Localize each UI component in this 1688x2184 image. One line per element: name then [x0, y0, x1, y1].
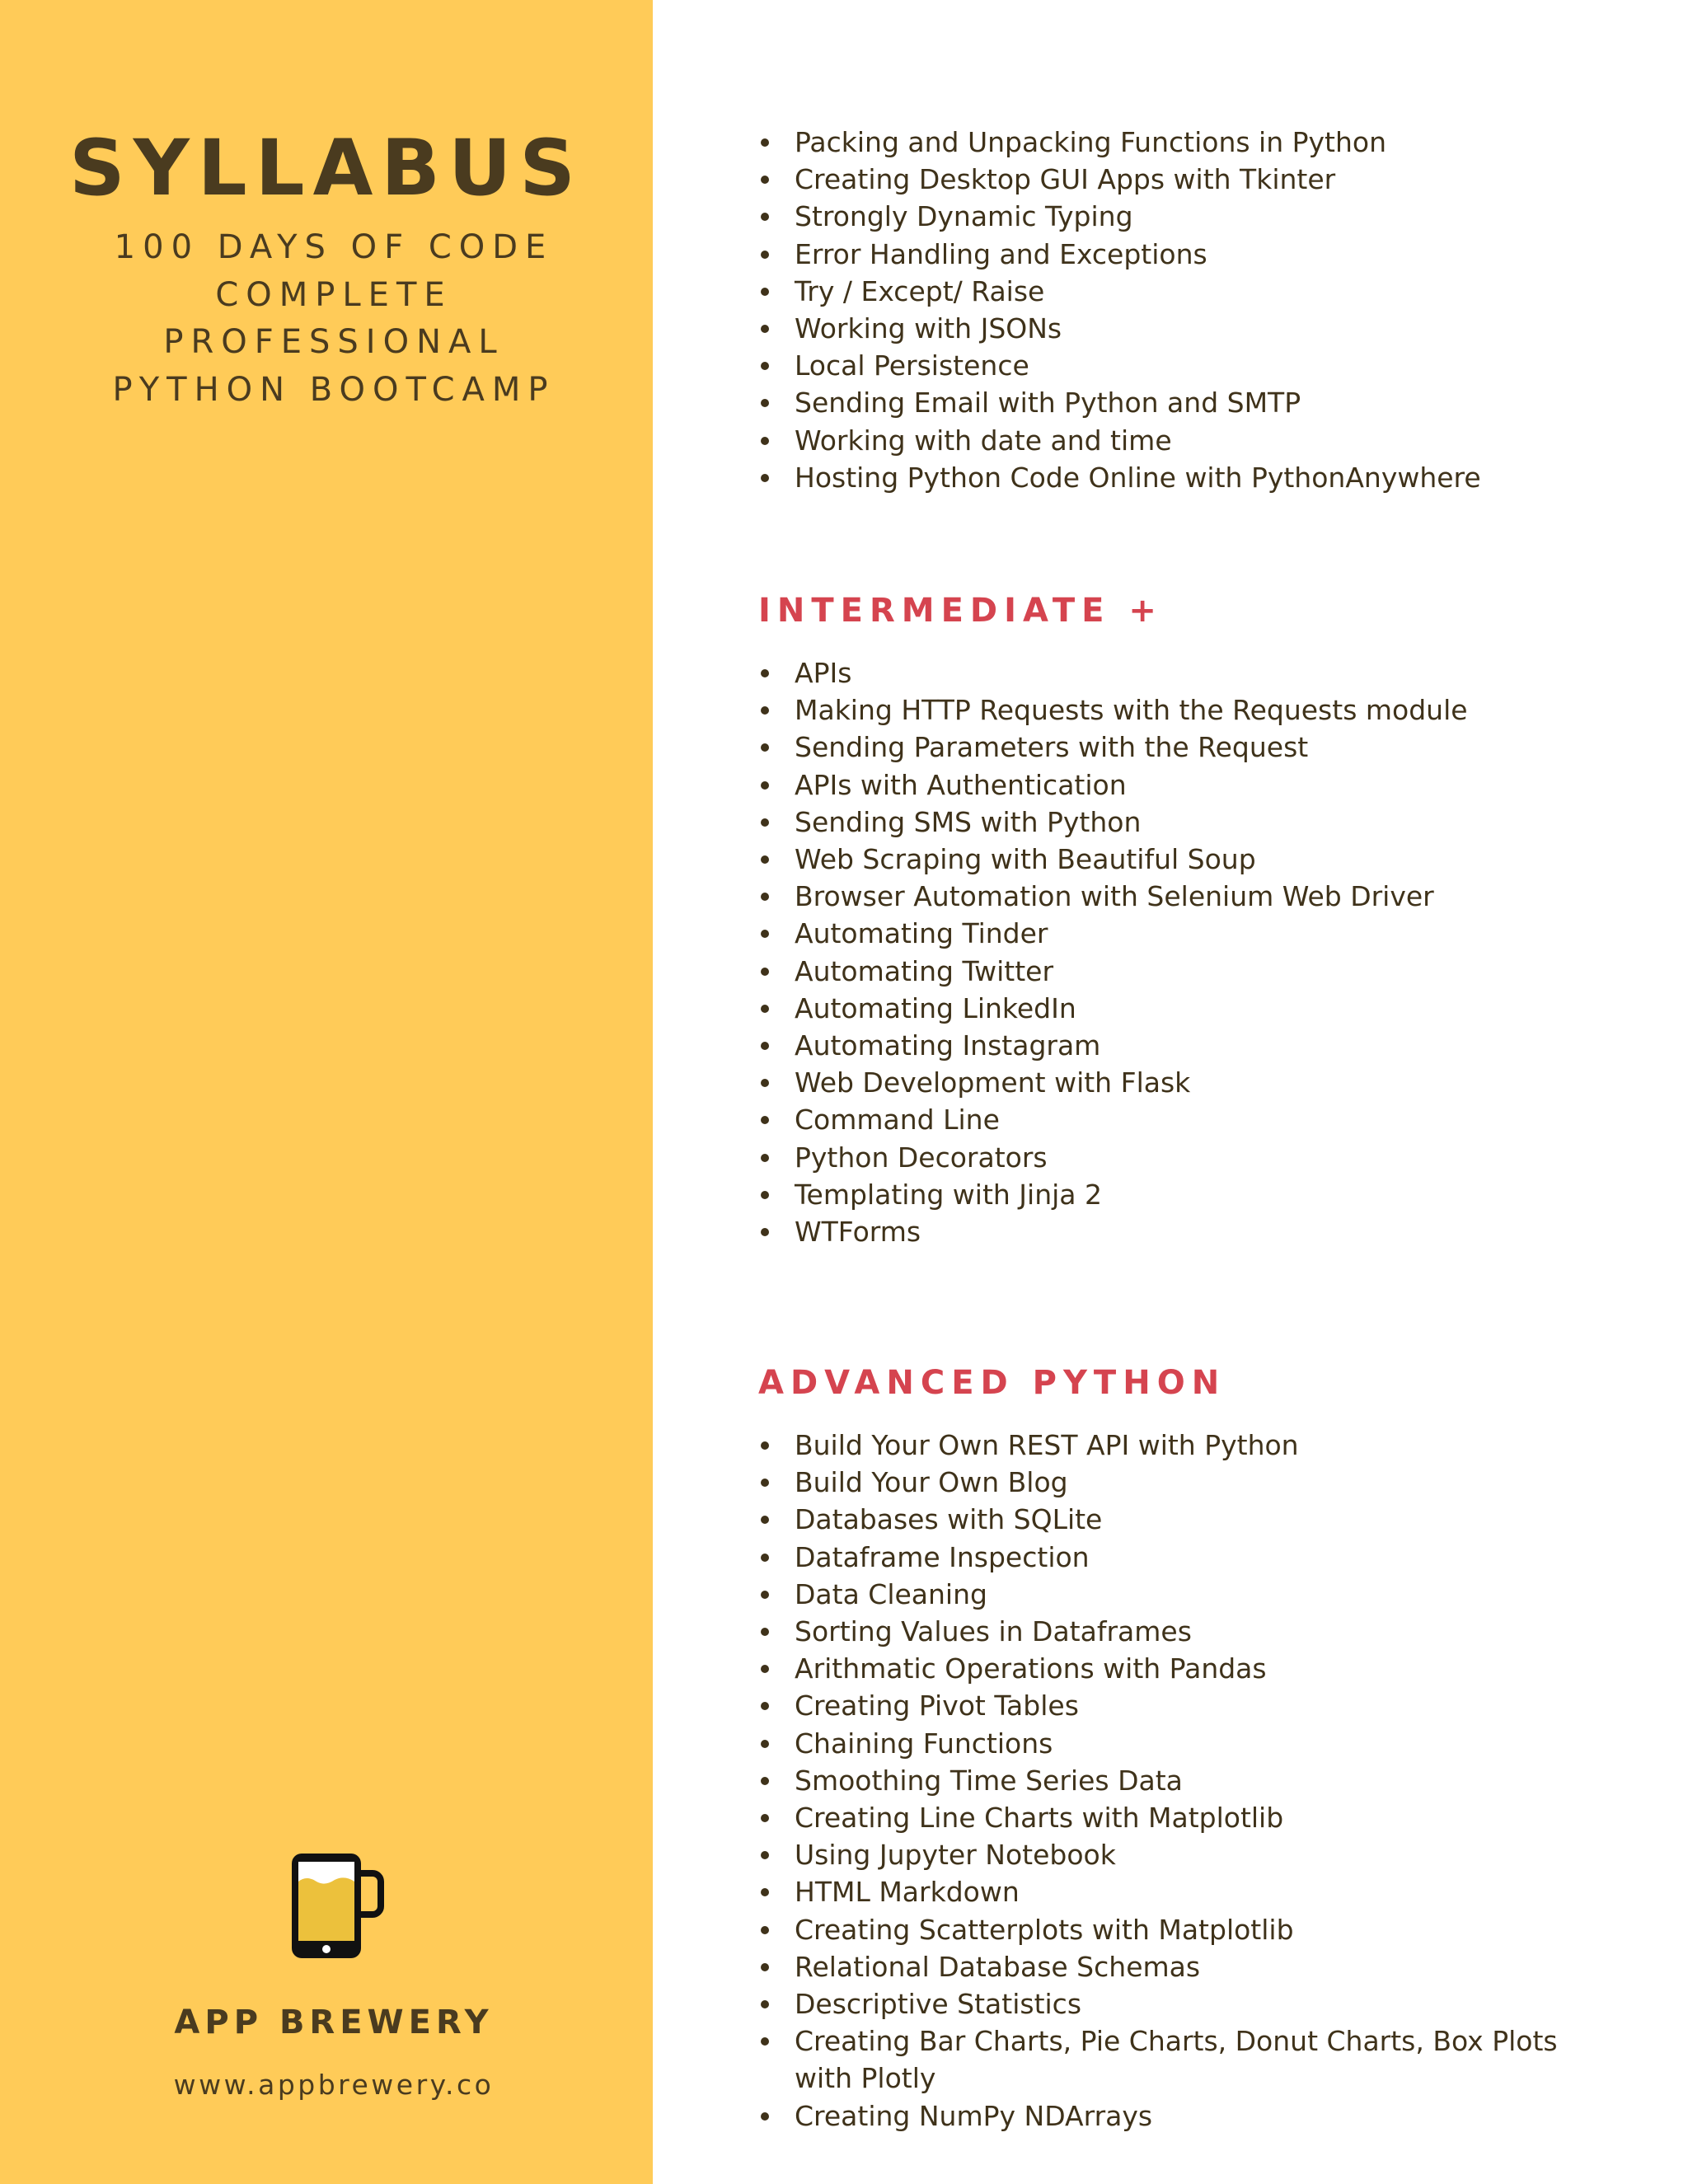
list-item: Local Persistence [758, 347, 1665, 384]
list-item: Web Development with Flask [758, 1064, 1665, 1101]
topic-list [758, 124, 1665, 496]
list-item: Smoothing Time Series Data [758, 1762, 1665, 1799]
list-item: Sorting Values in Dataframes [758, 1613, 1665, 1650]
list-item: Creating Desktop GUI Apps with Tkinter [758, 161, 1665, 198]
brand-url-link[interactable]: www.appbrewery.co [173, 2069, 495, 2101]
section-intermediate [758, 592, 1665, 1250]
list-item: Chaining Functions [758, 1725, 1665, 1762]
list-item: Working with date and time [758, 422, 1665, 459]
list-item: Browser Automation with Selenium Web Driver [758, 878, 1665, 915]
topic-list [758, 654, 1665, 1250]
list-item: Web Scraping with Beautiful Soup [758, 841, 1665, 878]
list-item: Using Jupyter Notebook [758, 1836, 1665, 1873]
list-item: Sending Parameters with the Request [758, 729, 1665, 766]
list-item: Working with JSONs [758, 310, 1665, 347]
list-item: Build Your Own REST API with Python [758, 1427, 1665, 1464]
section-heading: INTERMEDIATE + [758, 592, 1163, 630]
list-item: Arithmatic Operations with Pandas [758, 1650, 1665, 1687]
list-item: Automating Tinder [758, 915, 1665, 952]
list-item: Descriptive Statistics [758, 1985, 1665, 2022]
list-item: Automating Twitter [758, 953, 1665, 990]
list-item: Build Your Own Blog [758, 1464, 1665, 1501]
list-item: Automating Instagram [758, 1027, 1665, 1064]
topic-list [758, 1427, 1665, 2135]
subtitle [49, 224, 618, 414]
phone-beer-mug-icon [288, 1850, 387, 1961]
list-item: Python Decorators [758, 1139, 1665, 1176]
list-item: Error Handling and Exceptions [758, 236, 1665, 273]
list-item: Try / Except/ Raise [758, 273, 1665, 310]
list-item: Dataframe Inspection [758, 1539, 1665, 1576]
page-title: SYLLABUS [69, 124, 584, 213]
list-item: HTML Markdown [758, 1873, 1665, 1910]
list-item: WTForms [758, 1213, 1665, 1250]
section-advanced [758, 1364, 1665, 2135]
list-item: APIs [758, 654, 1665, 691]
list-item: Creating NumPy NDArrays [758, 2097, 1665, 2135]
list-item: Databases with SQLite [758, 1501, 1665, 1538]
list-item: Strongly Dynamic Typing [758, 198, 1665, 235]
subtitle-line: PROFESSIONAL [163, 323, 504, 361]
list-item: Automating LinkedIn [758, 990, 1665, 1027]
subtitle-line: 100 DAYS OF CODE [114, 228, 554, 266]
list-item: Packing and Unpacking Functions in Python [758, 124, 1665, 161]
brand-name: APP BREWERY [174, 2004, 494, 2041]
list-item: Creating Bar Charts, Pie Charts, Donut Charts, Box Plots with Plotly [758, 2022, 1624, 2097]
subtitle-line: PYTHON BOOTCAMP [112, 370, 556, 409]
list-item: Sending Email with Python and SMTP [758, 384, 1665, 421]
section-basic [758, 124, 1665, 496]
list-item: Creating Line Charts with Matplotlib [758, 1799, 1665, 1836]
list-item: Creating Pivot Tables [758, 1687, 1665, 1724]
list-item: Creating Scatterplots with Matplotlib [758, 1911, 1665, 1948]
list-item: Hosting Python Code Online with PythonAnywhere [758, 459, 1665, 496]
list-item: Making HTTP Requests with the Requests module [758, 691, 1665, 729]
list-item: Command Line [758, 1101, 1665, 1138]
section-heading: ADVANCED PYTHON [758, 1364, 1226, 1402]
list-item: Templating with Jinja 2 [758, 1176, 1665, 1213]
subtitle-line: COMPLETE [215, 275, 452, 314]
sidebar [0, 0, 653, 2184]
list-item: Data Cleaning [758, 1576, 1665, 1613]
list-item: Sending SMS with Python [758, 804, 1665, 841]
list-item: Relational Database Schemas [758, 1948, 1665, 1985]
list-item: APIs with Authentication [758, 766, 1665, 804]
